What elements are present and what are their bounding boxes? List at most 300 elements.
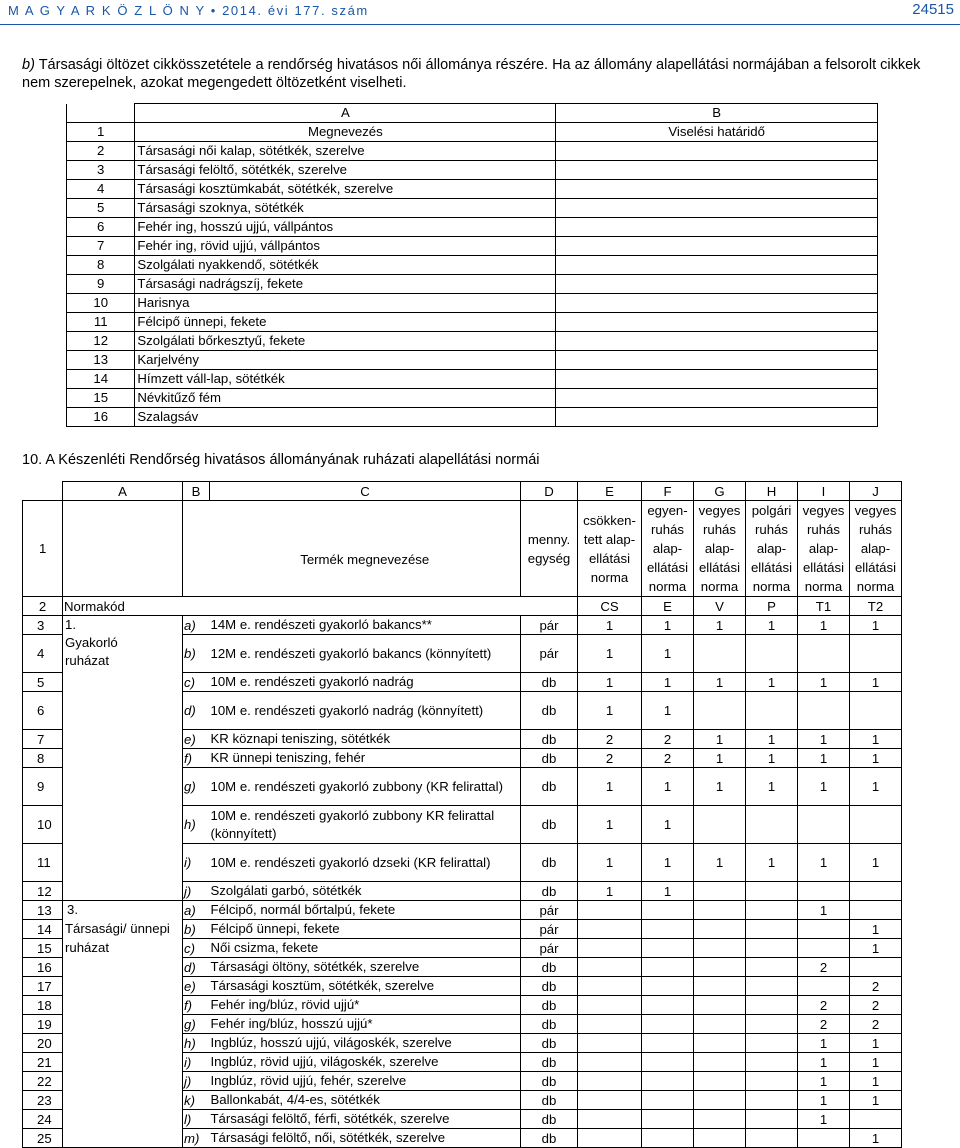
row-number: 1 bbox=[67, 123, 135, 142]
norm-value bbox=[642, 1091, 694, 1110]
row-number: 24 bbox=[23, 1110, 63, 1129]
unit: db bbox=[521, 730, 578, 749]
item-name: Névkitűző fém bbox=[135, 389, 556, 408]
norm-value bbox=[578, 1110, 642, 1129]
unit: db bbox=[521, 673, 578, 692]
table-row bbox=[67, 199, 878, 218]
item-name: Társasági női kalap, sötétkék, szerelve bbox=[135, 142, 556, 161]
norm-value bbox=[798, 692, 850, 730]
norm-value bbox=[694, 939, 746, 958]
row-number: 20 bbox=[23, 1034, 63, 1053]
norm-value bbox=[850, 1110, 902, 1129]
page-header bbox=[0, 0, 960, 22]
norm-value: 1 bbox=[798, 673, 850, 692]
norm-value: 1 bbox=[578, 882, 642, 901]
norm-value: 1 bbox=[798, 616, 850, 635]
table-row bbox=[67, 370, 878, 389]
intro-paragraph bbox=[22, 56, 942, 92]
table1-col-b: B bbox=[556, 104, 878, 123]
intro-label: b) bbox=[22, 57, 35, 73]
table-row bbox=[23, 901, 956, 920]
sub-letter: g) bbox=[183, 1015, 210, 1034]
norm-value bbox=[850, 692, 902, 730]
unit: db bbox=[521, 882, 578, 901]
norm-value bbox=[746, 1091, 798, 1110]
table1-head-deadline: Viselési határidő bbox=[556, 123, 878, 142]
deadline-cell bbox=[556, 370, 878, 389]
row-number: 13 bbox=[67, 351, 135, 370]
norm-value bbox=[746, 806, 798, 844]
product-name: 10M e. rendészeti gyakorló dzseki (KR felirattal) bbox=[210, 844, 521, 882]
deadline-cell bbox=[556, 237, 878, 256]
row-number: 12 bbox=[23, 882, 63, 901]
sub-letter: c) bbox=[183, 673, 210, 692]
item-name: Szolgálati bőrkesztyű, fekete bbox=[135, 332, 556, 351]
head-h: polgári ruhás alap-ellátási norma bbox=[746, 501, 798, 597]
sub-letter: g) bbox=[183, 768, 210, 806]
row-number: 5 bbox=[67, 199, 135, 218]
product-name: 10M e. rendészeti gyakorló zubbony KR felirattal (könnyített) bbox=[210, 806, 521, 844]
table2-letter-row bbox=[23, 482, 956, 501]
norm-value: 2 bbox=[798, 996, 850, 1015]
head-g: vegyes ruhás alap-ellátási norma bbox=[694, 501, 746, 597]
table1-header-row bbox=[67, 123, 878, 142]
norm-value bbox=[850, 901, 902, 920]
norm-value: 1 bbox=[694, 749, 746, 768]
norm-value: 1 bbox=[798, 1072, 850, 1091]
norm-value bbox=[694, 806, 746, 844]
norm-value bbox=[642, 996, 694, 1015]
norm-value bbox=[798, 882, 850, 901]
row-number: 11 bbox=[23, 844, 63, 882]
unit: pár bbox=[521, 616, 578, 635]
norm-value bbox=[694, 1129, 746, 1148]
col-letter: I bbox=[798, 482, 850, 501]
norm-value: 1 bbox=[578, 692, 642, 730]
norm-value bbox=[746, 1072, 798, 1091]
unit: db bbox=[521, 768, 578, 806]
norm-value: 1 bbox=[850, 920, 902, 939]
norm-value: 1 bbox=[578, 768, 642, 806]
row-number: 9 bbox=[23, 768, 63, 806]
norm-value: 1 bbox=[798, 1034, 850, 1053]
norm-value bbox=[642, 1034, 694, 1053]
norm-code: P bbox=[746, 597, 798, 616]
unit: db bbox=[521, 1053, 578, 1072]
norm-value bbox=[798, 806, 850, 844]
table-row bbox=[67, 332, 878, 351]
row-number: 23 bbox=[23, 1091, 63, 1110]
unit: db bbox=[521, 996, 578, 1015]
norm-value bbox=[798, 635, 850, 673]
product-name: 10M e. rendészeti gyakorló nadrág bbox=[210, 673, 521, 692]
norm-value bbox=[694, 958, 746, 977]
norm-value: 1 bbox=[798, 901, 850, 920]
norm-value: 1 bbox=[798, 844, 850, 882]
norm-value: 1 bbox=[850, 1072, 902, 1091]
head-j: vegyes ruhás alap-ellátási norma bbox=[850, 501, 902, 597]
norm-value: 1 bbox=[850, 1129, 902, 1148]
norm-value bbox=[746, 635, 798, 673]
norm-value bbox=[642, 1015, 694, 1034]
norm-value: 1 bbox=[694, 673, 746, 692]
head-unit: menny. egység bbox=[521, 501, 578, 597]
deadline-cell bbox=[556, 218, 878, 237]
unit: db bbox=[521, 806, 578, 844]
unit: db bbox=[521, 1129, 578, 1148]
row-number: 5 bbox=[23, 673, 63, 692]
unit: db bbox=[521, 1110, 578, 1129]
norm-code: T1 bbox=[798, 597, 850, 616]
row-number: 6 bbox=[67, 218, 135, 237]
table-row bbox=[67, 389, 878, 408]
norm-value bbox=[642, 901, 694, 920]
norm-value bbox=[798, 920, 850, 939]
row-number: 14 bbox=[67, 370, 135, 389]
norm-value bbox=[578, 939, 642, 958]
norm-value bbox=[746, 958, 798, 977]
table1-corner bbox=[67, 104, 135, 123]
product-name: Ingblúz, rövid ujjú, fehér, szerelve bbox=[210, 1072, 521, 1091]
norm-value: 1 bbox=[850, 749, 902, 768]
product-name: Társasági felöltő, férfi, sötétkék, szerelve bbox=[210, 1110, 521, 1129]
item-name: Szalagsáv bbox=[135, 408, 556, 427]
deadline-cell bbox=[556, 142, 878, 161]
allowance-norms-table bbox=[22, 481, 956, 1148]
row-number: 8 bbox=[67, 256, 135, 275]
col-letter: E bbox=[578, 482, 642, 501]
norm-value bbox=[850, 958, 902, 977]
norm-value: 1 bbox=[746, 673, 798, 692]
row-number: 16 bbox=[67, 408, 135, 427]
norm-value bbox=[578, 977, 642, 996]
norm-value bbox=[850, 806, 902, 844]
item-name: Fehér ing, hosszú ujjú, vállpántos bbox=[135, 218, 556, 237]
row-number: 7 bbox=[23, 730, 63, 749]
item-name: Fehér ing, rövid ujjú, vállpántos bbox=[135, 237, 556, 256]
norm-value: 1 bbox=[798, 730, 850, 749]
norm-value bbox=[746, 692, 798, 730]
table-row bbox=[67, 275, 878, 294]
item-name: Szolgálati nyakkendő, sötétkék bbox=[135, 256, 556, 275]
norm-value bbox=[694, 1110, 746, 1129]
group-tarsasagi bbox=[63, 901, 183, 1148]
norm-value bbox=[694, 1015, 746, 1034]
deadline-cell bbox=[556, 161, 878, 180]
unit: db bbox=[521, 692, 578, 730]
unit: pár bbox=[521, 939, 578, 958]
product-name: Társasági kosztüm, sötétkék, szerelve bbox=[210, 977, 521, 996]
deadline-cell bbox=[556, 313, 878, 332]
sub-letter: b) bbox=[183, 635, 210, 673]
norm-value bbox=[642, 1072, 694, 1091]
table-row bbox=[67, 237, 878, 256]
norm-value: 1 bbox=[694, 844, 746, 882]
table1-letter-row bbox=[67, 104, 878, 123]
norm-value bbox=[798, 1129, 850, 1148]
product-name: Társasági öltöny, sötétkék, szerelve bbox=[210, 958, 521, 977]
norm-value: 1 bbox=[642, 692, 694, 730]
section-title: 10. A Készenléti Rendőrség hivatásos állományának ruházati alapellátási normái bbox=[22, 452, 540, 468]
group-gyakorlo bbox=[63, 616, 183, 901]
product-name: 10M e. rendészeti gyakorló nadrág (könnyített) bbox=[210, 692, 521, 730]
norm-value: 1 bbox=[694, 768, 746, 806]
table1-head-name: Megnevezés bbox=[135, 123, 556, 142]
row-number: 3 bbox=[23, 616, 63, 635]
intro-text: Társasági öltözet cikkösszetétele a rendőrség hivatásos női állománya részére. Ha az állomány alapellátási normájában a felsorolt cikkek nem szerepelnek, azokat megengedett öltözetként viselheti. bbox=[22, 57, 921, 91]
norm-value bbox=[642, 1053, 694, 1072]
row-number: 1 bbox=[23, 501, 63, 597]
product-name: 14M e. rendészeti gyakorló bakancs** bbox=[210, 616, 521, 635]
norm-value: 1 bbox=[578, 635, 642, 673]
unit: pár bbox=[521, 901, 578, 920]
product-name: Fehér ing/blúz, rövid ujjú* bbox=[210, 996, 521, 1015]
unit: pár bbox=[521, 635, 578, 673]
norm-value: 1 bbox=[694, 730, 746, 749]
row-number: 14 bbox=[23, 920, 63, 939]
norm-value: 1 bbox=[578, 616, 642, 635]
col-letter: A bbox=[63, 482, 183, 501]
norm-value bbox=[694, 1034, 746, 1053]
col-letter: J bbox=[850, 482, 902, 501]
sub-letter: j) bbox=[183, 1072, 210, 1091]
norm-value: 1 bbox=[578, 673, 642, 692]
row-number: 9 bbox=[67, 275, 135, 294]
norm-value bbox=[578, 996, 642, 1015]
norm-value: 2 bbox=[850, 977, 902, 996]
row-number: 21 bbox=[23, 1053, 63, 1072]
norm-value bbox=[694, 1091, 746, 1110]
norm-value bbox=[578, 1091, 642, 1110]
item-name: Társasági kosztümkabát, sötétkék, szerelve bbox=[135, 180, 556, 199]
norm-value: 1 bbox=[850, 730, 902, 749]
unit: db bbox=[521, 958, 578, 977]
row-number: 6 bbox=[23, 692, 63, 730]
norm-value: 1 bbox=[642, 844, 694, 882]
unit: db bbox=[521, 1072, 578, 1091]
col-letter: H bbox=[746, 482, 798, 501]
unit: db bbox=[521, 844, 578, 882]
item-name: Hímzett váll-lap, sötétkék bbox=[135, 370, 556, 389]
deadline-cell bbox=[556, 256, 878, 275]
norm-value: 2 bbox=[642, 749, 694, 768]
product-name: Társasági felöltő, női, sötétkék, szerelve bbox=[210, 1129, 521, 1148]
page-number: 24515 bbox=[912, 1, 954, 18]
header-divider bbox=[0, 24, 960, 25]
norm-value: 1 bbox=[642, 635, 694, 673]
norm-value bbox=[642, 920, 694, 939]
norm-value: 1 bbox=[578, 806, 642, 844]
norm-value: 1 bbox=[746, 616, 798, 635]
norm-value: 2 bbox=[642, 730, 694, 749]
row-number: 16 bbox=[23, 958, 63, 977]
norm-value: 1 bbox=[746, 749, 798, 768]
col-letter: D bbox=[521, 482, 578, 501]
norm-value bbox=[642, 1110, 694, 1129]
norm-value: 1 bbox=[642, 616, 694, 635]
norm-value: 2 bbox=[850, 996, 902, 1015]
group-number: 3. bbox=[67, 902, 78, 917]
table-row bbox=[67, 218, 878, 237]
journal-title: M A G Y A R K Ö Z L Ö N Y • 2014. évi 177. szám bbox=[8, 3, 369, 18]
norm-value: 1 bbox=[642, 806, 694, 844]
sub-letter: e) bbox=[183, 730, 210, 749]
norm-value bbox=[746, 1034, 798, 1053]
sub-letter: d) bbox=[183, 958, 210, 977]
table-row bbox=[67, 161, 878, 180]
sub-letter: f) bbox=[183, 749, 210, 768]
item-name: Társasági szoknya, sötétkék bbox=[135, 199, 556, 218]
sub-letter: h) bbox=[183, 806, 210, 844]
table-row bbox=[67, 351, 878, 370]
norm-value bbox=[746, 1015, 798, 1034]
norm-value: 1 bbox=[798, 749, 850, 768]
norm-value bbox=[746, 977, 798, 996]
uniform-items-table bbox=[66, 103, 878, 427]
product-name: Félcipő ünnepi, fekete bbox=[210, 920, 521, 939]
norm-value bbox=[578, 1015, 642, 1034]
norm-value: 1 bbox=[746, 844, 798, 882]
group-name: Társasági/ ünnepi ruházat bbox=[65, 921, 170, 955]
norm-value bbox=[642, 958, 694, 977]
unit: db bbox=[521, 977, 578, 996]
norm-value: 1 bbox=[798, 768, 850, 806]
row-number: 17 bbox=[23, 977, 63, 996]
table1-col-a: A bbox=[135, 104, 556, 123]
norm-value: 1 bbox=[850, 1034, 902, 1053]
norm-value bbox=[578, 1129, 642, 1148]
sub-letter: c) bbox=[183, 939, 210, 958]
norm-value: 1 bbox=[850, 844, 902, 882]
product-name: 12M e. rendészeti gyakorló bakancs (könnyített) bbox=[210, 635, 521, 673]
item-name: Társasági nadrágszíj, fekete bbox=[135, 275, 556, 294]
deadline-cell bbox=[556, 389, 878, 408]
product-name: Ballonkabát, 4/4-es, sötétkék bbox=[210, 1091, 521, 1110]
row-number: 2 bbox=[67, 142, 135, 161]
row-number: 15 bbox=[67, 389, 135, 408]
norm-code: T2 bbox=[850, 597, 902, 616]
row-number: 4 bbox=[23, 635, 63, 673]
unit: pár bbox=[521, 920, 578, 939]
unit: db bbox=[521, 1015, 578, 1034]
table2-corner bbox=[23, 482, 63, 501]
table-row bbox=[67, 294, 878, 313]
norm-value bbox=[746, 1053, 798, 1072]
col-letter: G bbox=[694, 482, 746, 501]
norm-value bbox=[694, 882, 746, 901]
norm-value bbox=[746, 920, 798, 939]
deadline-cell bbox=[556, 180, 878, 199]
norm-value bbox=[694, 1072, 746, 1091]
row-number: 12 bbox=[67, 332, 135, 351]
deadline-cell bbox=[556, 351, 878, 370]
unit: db bbox=[521, 1034, 578, 1053]
norm-value bbox=[642, 977, 694, 996]
norm-value: 1 bbox=[798, 1110, 850, 1129]
norm-value: 2 bbox=[578, 749, 642, 768]
row-number: 4 bbox=[67, 180, 135, 199]
normakod-label: Normakód bbox=[63, 597, 521, 616]
col-letter: F bbox=[642, 482, 694, 501]
row-number: 18 bbox=[23, 996, 63, 1015]
sub-header bbox=[183, 501, 210, 597]
sub-letter: i) bbox=[183, 1053, 210, 1072]
norm-value bbox=[694, 996, 746, 1015]
table2-header-row bbox=[23, 501, 956, 597]
norm-value bbox=[578, 958, 642, 977]
sub-letter: f) bbox=[183, 996, 210, 1015]
normakod-unit bbox=[521, 597, 578, 616]
norm-code: CS bbox=[578, 597, 642, 616]
norm-value bbox=[746, 1129, 798, 1148]
sub-letter: a) bbox=[183, 616, 210, 635]
norm-value: 1 bbox=[642, 882, 694, 901]
table-row bbox=[67, 180, 878, 199]
product-name: Ingblúz, rövid ujjú, világoskék, szerelve bbox=[210, 1053, 521, 1072]
row-number: 13 bbox=[23, 901, 63, 920]
group-header bbox=[63, 501, 183, 597]
row-number: 3 bbox=[67, 161, 135, 180]
deadline-cell bbox=[556, 275, 878, 294]
item-name: Karjelvény bbox=[135, 351, 556, 370]
norm-value: 1 bbox=[850, 616, 902, 635]
unit: db bbox=[521, 1091, 578, 1110]
group-name: Gyakorló ruházat bbox=[65, 635, 118, 668]
norm-value: 1 bbox=[850, 1091, 902, 1110]
sub-letter: m) bbox=[183, 1129, 210, 1148]
norm-value bbox=[746, 1110, 798, 1129]
norm-value bbox=[798, 977, 850, 996]
norm-value bbox=[694, 692, 746, 730]
norm-value bbox=[578, 901, 642, 920]
row-number: 22 bbox=[23, 1072, 63, 1091]
row-number: 2 bbox=[23, 597, 63, 616]
norm-value bbox=[850, 882, 902, 901]
norm-value: 1 bbox=[746, 768, 798, 806]
norm-value: 2 bbox=[798, 958, 850, 977]
norm-value: 2 bbox=[850, 1015, 902, 1034]
item-name: Félcipő ünnepi, fekete bbox=[135, 313, 556, 332]
norm-value: 1 bbox=[850, 1053, 902, 1072]
norm-value: 1 bbox=[746, 730, 798, 749]
norm-value bbox=[850, 635, 902, 673]
norm-code: E bbox=[642, 597, 694, 616]
row-number: 8 bbox=[23, 749, 63, 768]
sub-letter: d) bbox=[183, 692, 210, 730]
norm-value: 1 bbox=[798, 1091, 850, 1110]
norm-value bbox=[746, 882, 798, 901]
product-name: 10M e. rendészeti gyakorló zubbony (KR felirattal) bbox=[210, 768, 521, 806]
table-row bbox=[67, 408, 878, 427]
sub-letter: j) bbox=[183, 882, 210, 901]
norm-value bbox=[746, 996, 798, 1015]
table-row bbox=[67, 256, 878, 275]
sub-letter: b) bbox=[183, 920, 210, 939]
product-header: Termék megnevezése bbox=[210, 501, 521, 597]
sub-letter: e) bbox=[183, 977, 210, 996]
sub-letter: k) bbox=[183, 1091, 210, 1110]
norm-value: 1 bbox=[694, 616, 746, 635]
row-number: 10 bbox=[67, 294, 135, 313]
deadline-cell bbox=[556, 332, 878, 351]
norm-value: 1 bbox=[850, 768, 902, 806]
col-letter: C bbox=[210, 482, 521, 501]
norm-value bbox=[746, 939, 798, 958]
deadline-cell bbox=[556, 294, 878, 313]
item-name: Társasági felöltő, sötétkék, szerelve bbox=[135, 161, 556, 180]
col-letter: B bbox=[183, 482, 210, 501]
table-row bbox=[67, 313, 878, 332]
